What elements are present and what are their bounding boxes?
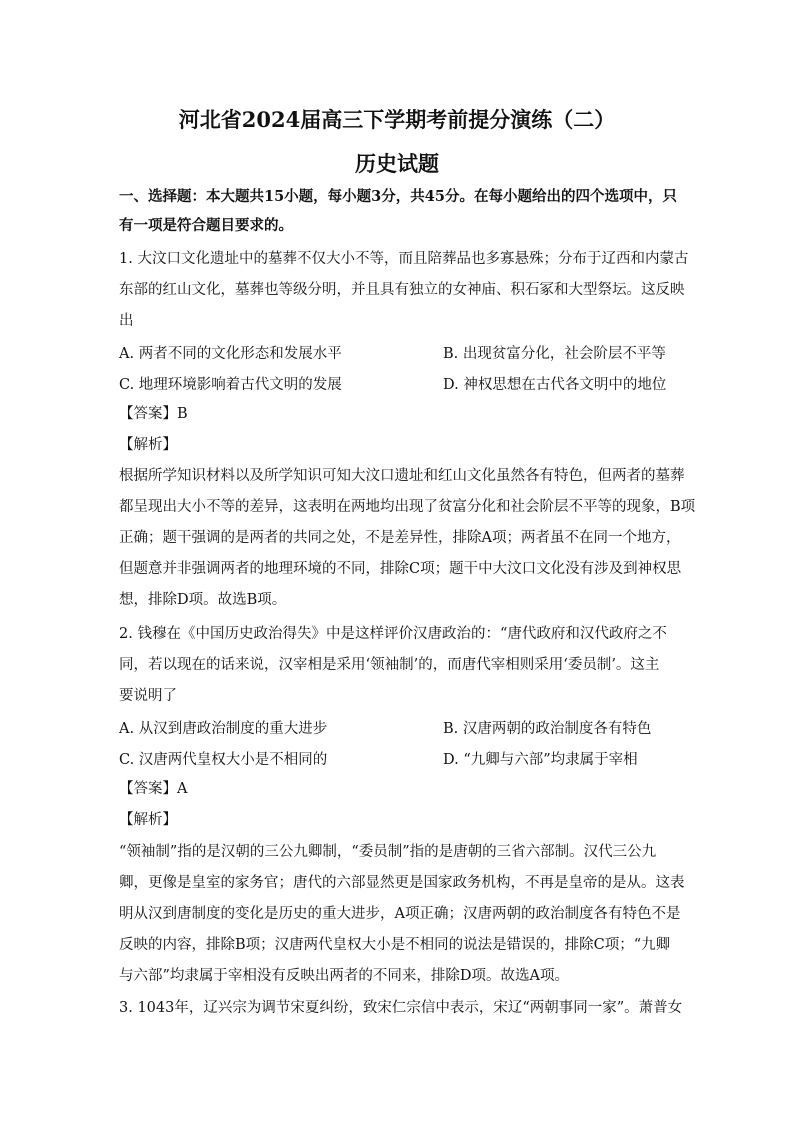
q1-answer: 【答案】B — [119, 406, 188, 422]
q1-stem-line-2: 东部的红山文化，墓葬也等级分明，并且具有独立的女神庙、积石冢和大型祭坛。这反映 — [119, 282, 685, 298]
q2-stem-line-3: 要说明了 — [119, 688, 177, 704]
q1-stem-line-1: 1. 大汶口文化遗址中的墓葬不仅大小不等，而且陪葬品也多寡悬殊；分布于辽西和内蒙古 — [119, 251, 689, 267]
q2-analysis-line-4: 反映的内容，排除B项；汉唐两代皇权大小是不相同的说法是错误的，排除C项；“九卿 — [119, 937, 671, 953]
q2-option-a: A. 从汉到唐政治制度的重大进步 — [119, 721, 328, 737]
q2-analysis-line-3: 明从汉到唐制度的变化是历史的重大进步，A项正确；汉唐两朝的政治制度各有特色不是 — [119, 906, 681, 922]
q1-option-d: D. 神权思想在古代各文明中的地位 — [443, 377, 667, 393]
q2-answer: 【答案】A — [119, 781, 188, 797]
q2-option-c: C. 汉唐两代皇权大小是不相同的 — [119, 752, 328, 768]
q2-analysis-line-5: 与六部”均隶属于宰相没有反映出两者的不同来，排除D项。故选A项。 — [119, 968, 570, 984]
q2-analysis-label: 【解析】 — [119, 812, 177, 828]
q1-analysis-line-2: 都呈现出大小不等的差异，这表明在两地均出现了贫富分化和社会阶层不平等的现象，B项 — [119, 499, 696, 515]
q2-stem-line-1: 2. 钱穆在《中国历史政治得失》中是这样评价汉唐政治的：“唐代政府和汉代政府之不 — [119, 626, 667, 642]
q1-option-b: B. 出现贫富分化，社会阶层不平等 — [443, 346, 666, 362]
section-header-line-2: 有一项是符合题目要求的。 — [119, 217, 293, 234]
section-header-line-1: 一、选择题：本大题共15小题，每小题3分，共45分。在每小题给出的四个选项中，只 — [119, 188, 677, 205]
q2-stem-line-2: 同，若以现在的话来说，汉宰相是采用‘领袖制’的，而唐代宰相则采用‘委员制’。这主 — [119, 657, 660, 673]
q2-option-d: D. “九卿与六部”均隶属于宰相 — [443, 752, 638, 768]
q1-analysis-label: 【解析】 — [119, 437, 177, 453]
q2-option-b: B. 汉唐两朝的政治制度各有特色 — [443, 721, 652, 737]
q1-analysis-line-4: 但题意并非强调两者的地理环境的不同，排除C项；题干中大汶口文化没有涉及到神权思 — [119, 561, 682, 577]
q1-analysis-line-3: 正确；题干强调的是两者的共同之处，不是差异性，排除A项；两者虽不在同一个地方， — [119, 530, 681, 546]
document-title: 河北省2024届高三下学期考前提分演练（二） — [178, 107, 616, 132]
q3-stem-line-1: 3. 1043年，辽兴宗为调节宋夏纠纷，致宋仁宗信中表示，宋辽“两朝事同一家”。萧普女 — [119, 1000, 683, 1016]
q1-analysis-line-5: 想，排除D项。故选B项。 — [119, 592, 287, 608]
q2-analysis-line-1: “领袖制”指的是汉朝的三公九卿制，“委员制”指的是唐朝的三省六部制。汉代三公九 — [119, 844, 657, 860]
q1-option-c: C. 地理环境影响着古代文明的发展 — [119, 377, 342, 393]
q1-analysis-line-1: 根据所学知识材料以及所学知识可知大汶口遗址和红山文化虽然各有特色，但两者的墓葬 — [119, 468, 685, 484]
q2-analysis-line-2: 卿，更像是皇室的家务官；唐代的六部显然更是国家政务机构，不再是皇帝的是从。这表 — [119, 875, 685, 891]
document-subtitle: 历史试题 — [355, 151, 439, 176]
q1-stem-line-3: 出 — [119, 313, 134, 329]
q1-option-a: A. 两者不同的文化形态和发展水平 — [119, 346, 342, 362]
